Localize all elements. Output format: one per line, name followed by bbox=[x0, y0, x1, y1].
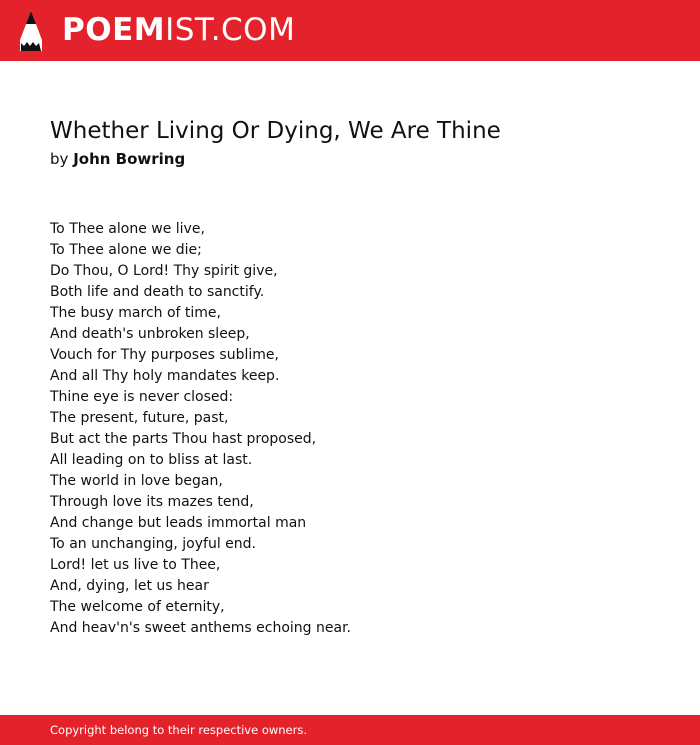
poem-line: And, dying, let us hear bbox=[50, 578, 209, 594]
pencil-tip-icon[interactable] bbox=[18, 10, 44, 52]
brand-light: IST.COM bbox=[165, 12, 296, 48]
poem-line: The world in love began, bbox=[50, 473, 223, 489]
poem-line: And all Thy holy mandates keep. bbox=[50, 368, 280, 384]
poem-line: Vouch for Thy purposes sublime, bbox=[50, 347, 279, 363]
site-header bbox=[0, 0, 700, 61]
poem-line: To an unchanging, joyful end. bbox=[50, 536, 257, 552]
poem-line: To Thee alone we live, bbox=[50, 221, 205, 237]
poem-line: And death's unbroken sleep, bbox=[50, 326, 250, 342]
poem-line: Through love its mazes tend, bbox=[50, 494, 254, 510]
poem-title: Whether Living Or Dying, We Are Thine bbox=[50, 118, 501, 144]
brand-bold: POEM bbox=[62, 12, 166, 48]
site-footer bbox=[0, 715, 700, 745]
poem-line: The welcome of eternity, bbox=[50, 599, 225, 615]
by-label: by bbox=[50, 150, 69, 168]
poem-line: The busy march of time, bbox=[50, 305, 221, 321]
poem-line: Do Thou, O Lord! Thy spirit give, bbox=[50, 263, 278, 279]
poem-line: Both life and death to sanctify. bbox=[50, 284, 265, 300]
poem-line: Thine eye is never closed: bbox=[50, 389, 234, 405]
poem-body bbox=[50, 219, 351, 639]
poem-line: To Thee alone we die; bbox=[50, 242, 202, 258]
poem-line: Lord! let us live to Thee, bbox=[50, 557, 221, 573]
byline bbox=[50, 148, 185, 170]
poem-line: And heav'n's sweet anthems echoing near. bbox=[50, 620, 352, 636]
poem-line: And change but leads immortal man bbox=[50, 515, 307, 531]
poem-line: The present, future, past, bbox=[50, 410, 229, 426]
site-logo-text[interactable] bbox=[62, 10, 295, 50]
poem-line: But act the parts Thou hast proposed, bbox=[50, 431, 317, 447]
author-name[interactable]: John Bowring bbox=[73, 150, 186, 168]
poem-line: All leading on to bliss at last. bbox=[50, 452, 253, 468]
copyright-text: Copyright belong to their respective owners. bbox=[50, 723, 308, 737]
